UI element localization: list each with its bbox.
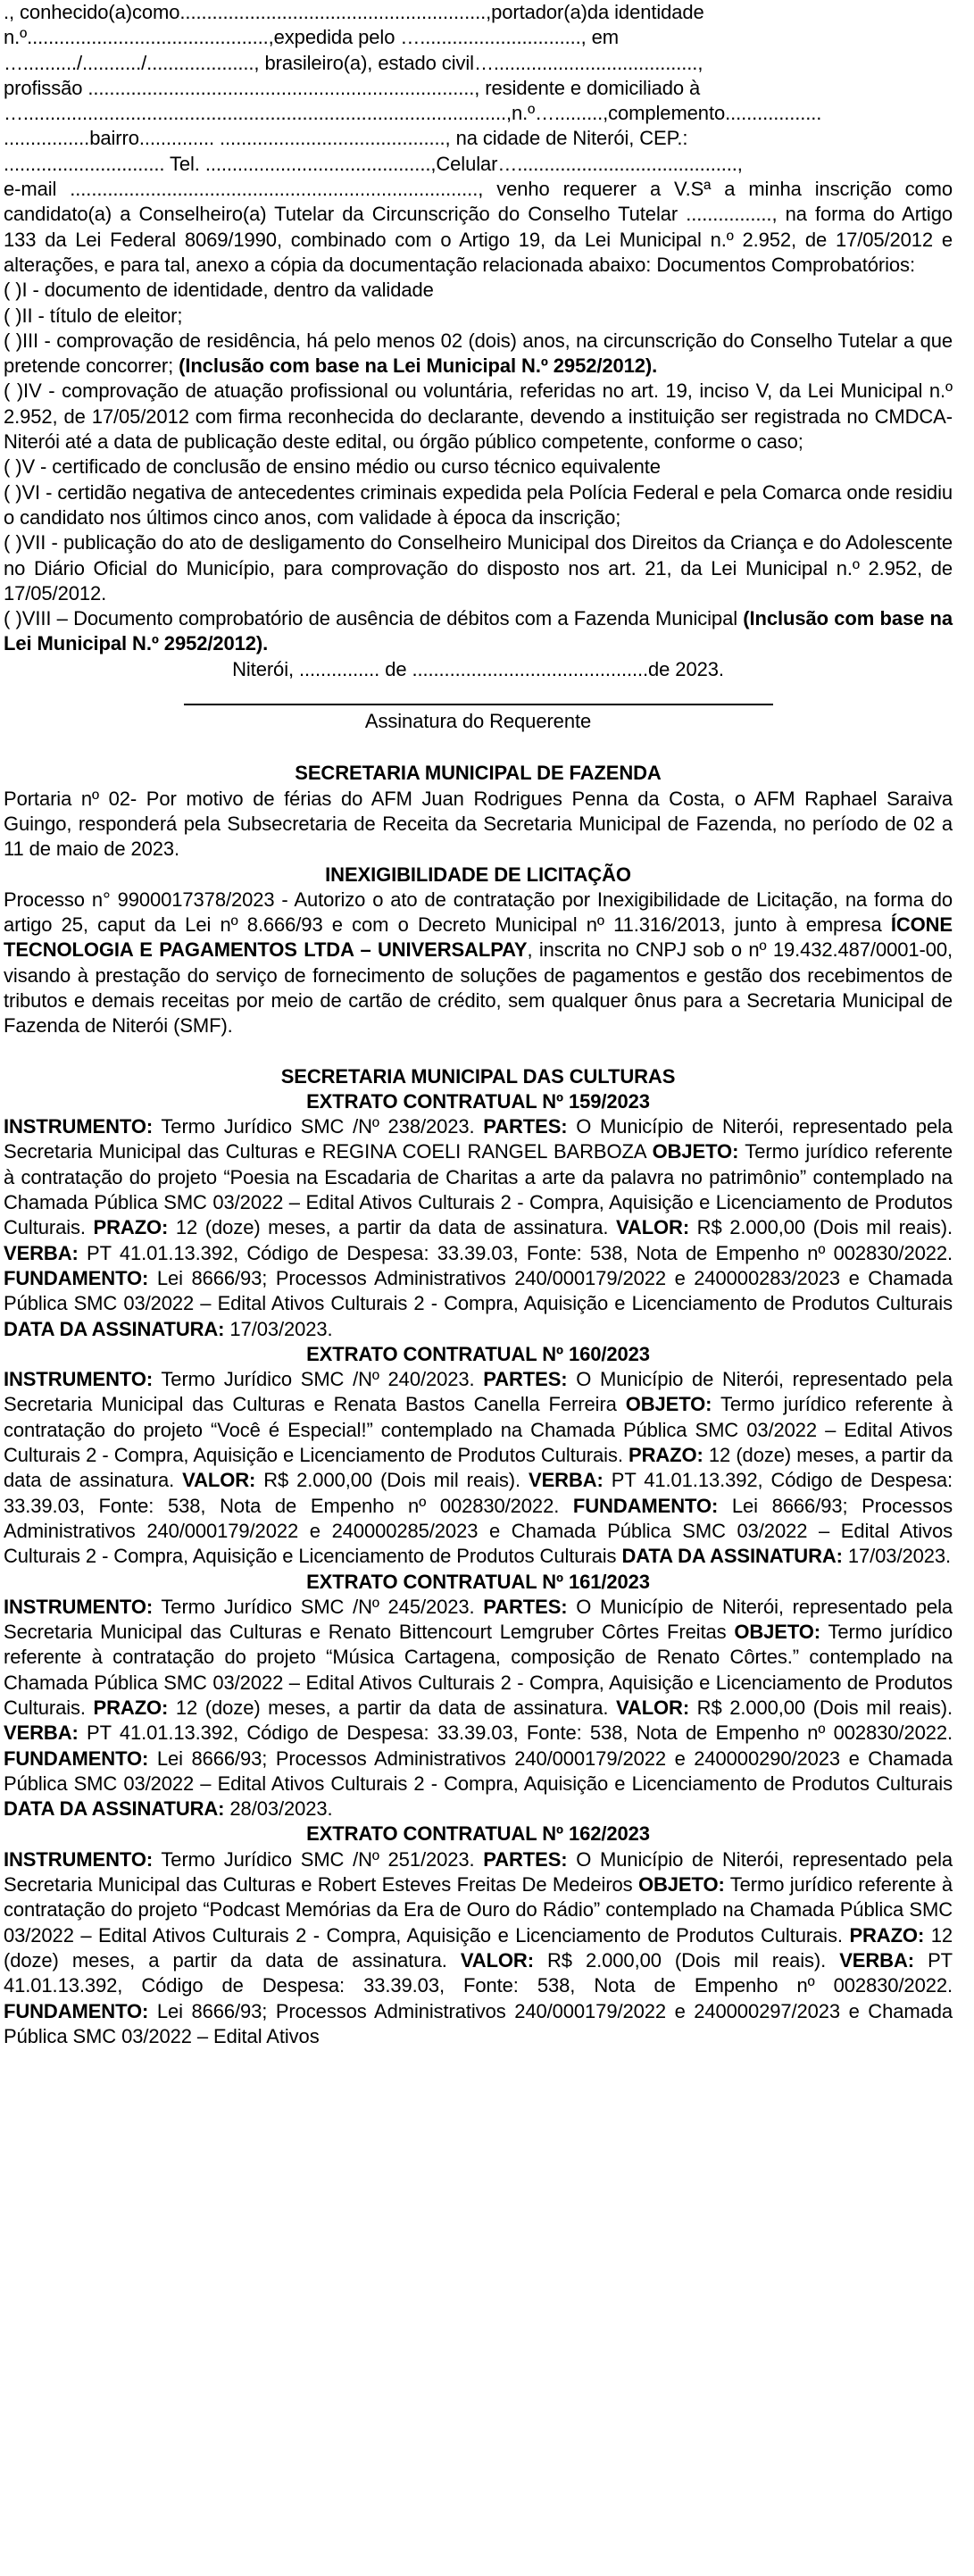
checklist-item-text: ( )I - documento de identidade, dentro da validade (4, 279, 434, 302)
extrato-field-label: VERBA: (529, 1469, 604, 1492)
extrato-field-text: 12 (doze) meses, a partir da data de assinatura. (168, 1696, 616, 1719)
checklist-item (4, 329, 953, 379)
extrato-field-text: Lei 8666/93; Processos Administrativos 240/000179/2022 e 240000290/2023 e Chamada Pública SMC 03/2022 – Edital Ativos Culturais 2 - Compra, Aquisição e Licenciamento de Produtos Culturais (4, 1747, 953, 1795)
checklist-item (4, 606, 953, 657)
extrato-field-label: PRAZO: (93, 1696, 169, 1719)
extrato-field-label: OBJETO: (652, 1140, 739, 1163)
section-heading-culturas: SECRETARIA MUNICIPAL DAS CULTURAS (280, 1064, 676, 1088)
checklist-item (4, 278, 953, 303)
section-heading-fazenda: SECRETARIA MUNICIPAL DE FAZENDA (295, 762, 662, 785)
extrato-field-label: INSTRUMENTO: (4, 1368, 154, 1391)
extrato-field-label: DATA DA ASSINATURA: (4, 1317, 225, 1340)
extrato-field-text: R$ 2.000,00 (Dois mil reais). (533, 1948, 840, 1972)
extrato-field-text: O Município de Niterói, representado pela Secretaria Municipal das Culturas e Robert Esteves Freitas De Medeiros (4, 1847, 953, 1897)
checklist-item-text: ( )VIII – Documento comprobatório de ausência de débitos com a Fazenda Municipal (4, 607, 744, 630)
extratos-list (4, 1089, 953, 2049)
form-line: ................bairro.............. .........................................., na cidade de Niterói, CEP.: (4, 127, 688, 150)
portaria-paragraph: Portaria nº 02- Por motivo de férias do AFM Juan Rodrigues Penna da Costa, o AFM Raphael Saraiva Guingo, responderá pela Subsecretaria de Receita da Secretaria Municipal de Fazenda, no período de 02 a 11 de maio de 2023. (4, 787, 953, 861)
extrato-field-label: PRAZO: (849, 1923, 925, 1947)
company-name: ÍCONE TECNOLOGIA E PAGAMENTOS LTDA – UNIVERSALPAY (4, 913, 953, 962)
extrato-field-text: Termo jurídico referente à contratação do projeto “Você é Especial!” contemplado na Chamada Pública SMC 03/2022 – Edital Ativos Culturais 2 - Compra, Aquisição e Licenciamento de Produtos Culturais. (4, 1393, 953, 1467)
extrato-field-text: Termo Jurídico SMC /Nº 240/2023. (153, 1368, 484, 1391)
extrato-field-label: INSTRUMENTO: (4, 1115, 154, 1138)
extrato-field-text: 12 (doze) meses, a partir da data de assinatura. (4, 1923, 953, 1972)
extrato-field-text: 17/03/2023. (842, 1545, 952, 1568)
extrato-field-text: 28/03/2023. (224, 1797, 333, 1821)
extrato-field-label: DATA DA ASSINATURA: (621, 1545, 843, 1568)
checklist-item-text: ( )VII - publicação do ato de desligamento do Conselheiro Municipal dos Direitos da Criança e do Adolescente no Diário Oficial do Município, para comprovação do disposto nos art. 21, da Lei Municipal n.º 2.952, de 17/05/2012. (4, 531, 953, 604)
extrato-field-label: OBJETO: (625, 1393, 712, 1416)
form-line: ., conhecido(a)como.........................................................,portador(a)da identidade (4, 1, 704, 23)
checklist-item-note: (Inclusão com base na Lei Municipal N.º 2952/2012). (179, 354, 658, 378)
checklist-item (4, 454, 953, 479)
signature-label: Assinatura do Requerente (364, 710, 592, 733)
checklist-item (4, 480, 953, 531)
extrato-field-text: PT 41.01.13.392, Código de Despesa: 33.39.03, Fonte: 538, Nota de Empenho nº 002830/2022. (4, 1948, 953, 1997)
extrato-field-text: 17/03/2023. (224, 1317, 333, 1340)
checklist-item-text: ( )V - certificado de conclusão de ensino médio ou curso técnico equivalente (4, 455, 661, 479)
checklist-item (4, 304, 953, 329)
form-line: profissão ........................................................................, residente e domiciliado à (4, 76, 701, 99)
extrato-field-text: Termo Jurídico SMC /Nº 238/2023. (153, 1115, 484, 1138)
extrato-title: EXTRATO CONTRATUAL Nº 161/2023 (306, 1570, 650, 1593)
extrato-field-text: Lei 8666/93; Processos Administrativos 240/000179/2022 e 240000285/2023 e Chamada Pública SMC 03/2022 – Edital Ativos Culturais 2 - Compra, Aquisição e Licenciamento de Produtos Culturais (4, 1494, 953, 1568)
extrato-field-text: O Município de Niterói, representado pela Secretaria Municipal das Culturas e Renato Bittencourt Lemgruber Côrtes Freitas (4, 1595, 953, 1644)
extrato-field-label: VERBA: (839, 1948, 914, 1972)
extrato-field-label: DATA DA ASSINATURA: (4, 1797, 225, 1821)
extrato-field-label: FUNDAMENTO: (4, 1747, 149, 1770)
signature-line (184, 704, 773, 705)
extrato-field-label: PRAZO: (629, 1444, 703, 1467)
extrato-field-text: R$ 2.000,00 (Dois mil reais). (255, 1469, 529, 1492)
extrato-field-text: PT 41.01.13.392, Código de Despesa: 33.39.03, Fonte: 538, Nota de Empenho nº 002830/2022. (78, 1722, 953, 1745)
extrato-field-text: O Município de Niterói, representado pela Secretaria Municipal das Culturas e Renata Bastos Canella Ferreira (4, 1368, 953, 1416)
extrato-field-text: 12 (doze) meses, a partir da data de assinatura. (4, 1444, 953, 1492)
request-paragraph: e-mail ............................................................................, venho requerer a V.Sª a minha inscrição como candidato(a) a Conselheiro(a) Tutelar da Circunscrição do Conselho Tutelar ................, na forma do Artigo 133 da Lei Federal 8069/1990, combinado com o Artigo 19, da Lei Municipal n.º 2.952, de 17/05/2012 e alterações, e para tal, anexo a cópia da documentação relacionada abaixo: Documentos Comprobatórios: (4, 178, 953, 276)
extrato-field-label: PARTES: (483, 1368, 568, 1391)
checklist-item-text: ( )III - comprovação de residência, há pelo menos 02 (dois) anos, na circunscrição do Conselho Tutelar a que pretende concorrer; (4, 329, 953, 378)
document-checklist (4, 278, 953, 656)
extrato-field-label: PARTES: (483, 1595, 568, 1618)
inexigibilidade-heading: INEXIGIBILIDADE DE LICITAÇÃO (325, 863, 631, 886)
extrato-field-label: FUNDAMENTO: (572, 1494, 719, 1517)
extrato-field-label: FUNDAMENTO: (4, 1999, 149, 2022)
extrato-field-text: Lei 8666/93; Processos Administrativos 240/000179/2022 e 240000297/2023 e Chamada Pública SMC 03/2022 – Edital Ativos (4, 1999, 953, 2047)
extrato-field-text: Termo Jurídico SMC /Nº 251/2023. (153, 1847, 484, 1871)
extrato-field-label: PRAZO: (93, 1216, 169, 1239)
extrato-field-text: O Município de Niterói, representado pela Secretaria Municipal das Culturas e REGINA COELI RANGEL BARBOZA (4, 1115, 953, 1163)
form-intro (4, 0, 953, 177)
extrato-field-text: Termo jurídico referente à contratação do projeto “Poesia na Escadaria de Charitas a arte da palavra no patrimônio” contemplado na Chamada Pública SMC 03/2022 – Edital Ativos Culturais 2 - Compra, Aquisição e Licenciamento de Produtos Culturais. (4, 1140, 953, 1239)
inexigibilidade-text-cont: , inscrita no CNPJ sob o nº 19.432.487/0001-00, visando à prestação do serviço de fornecimento de soluções de pagamentos e gestão dos recebimentos de tributos e demais receitas por meio de cartão de crédito, sem qualquer ônus para a Secretaria Municipal de Fazenda de Niterói (SMF). (4, 938, 953, 1038)
extrato-field-text: PT 41.01.13.392, Código de Despesa: 33.39.03, Fonte: 538, Nota de Empenho nº 002830/2022. (78, 1241, 953, 1264)
extrato-field-text: Termo jurídico referente à contratação do projeto “Podcast Memórias da Era de Ouro do Rádio” contemplado na Chamada Pública SMC 03/2022 – Edital Ativos Culturais 2 - Compra, Aquisição e Licenciamento de Produtos Culturais. (4, 1873, 953, 1947)
extrato-title: EXTRATO CONTRATUAL Nº 162/2023 (306, 1822, 650, 1846)
extrato-field-label: OBJETO: (638, 1873, 725, 1897)
extrato-field-text: Termo Jurídico SMC /Nº 245/2023. (153, 1595, 484, 1618)
extrato-field-label: VALOR: (182, 1469, 256, 1492)
extrato-field-text: PT 41.01.13.392, Código de Despesa: 33.39.03, Fonte: 538, Nota de Empenho nº 002830/2022. (4, 1469, 953, 1517)
form-line: .............................. Tel. ..........................................,Celular…........................................., (4, 152, 743, 175)
extrato-field-text: R$ 2.000,00 (Dois mil reais). (689, 1216, 953, 1239)
extrato-field-label: INSTRUMENTO: (4, 1595, 154, 1618)
inexigibilidade-text: Processo n° 9900017378/2023 - Autorizo o ato de contratação por Inexigibilidade de Licitação, na forma do artigo 25, caput da Lei nº 8.666/93 e com o Decreto Municipal nº 11.316/2013, junto à empresa (4, 888, 953, 937)
inexigibilidade-paragraph (4, 888, 953, 1039)
document-page (4, 0, 953, 2049)
extrato-field-label: FUNDAMENTO: (4, 1266, 149, 1289)
extrato-title: EXTRATO CONTRATUAL Nº 159/2023 (306, 1089, 650, 1113)
spacer (4, 734, 953, 761)
extrato-field-text: Lei 8666/93; Processos Administrativos 240/000179/2022 e 240000283/2023 e Chamada Pública SMC 03/2022 – Edital Ativos Culturais 2 - Compra, Aquisição e Licenciamento de Produtos Culturais (4, 1266, 953, 1315)
extrato-body (4, 1847, 953, 2049)
extrato-field-label: INSTRUMENTO: (4, 1847, 154, 1871)
extrato-title: EXTRATO CONTRATUAL Nº 160/2023 (306, 1342, 650, 1365)
checklist-item-note: (Inclusão com base na Lei Municipal N.º 2952/2012). (4, 607, 953, 655)
extrato-body (4, 1367, 953, 1569)
checklist-item-text: ( )VI - certidão negativa de antecedentes criminais expedida pela Polícia Federal e pela Comarca onde residiu o candidato nos últimos cinco anos, com validade à época da inscrição; (4, 480, 953, 529)
form-line: n.º.............................................,expedida pelo ….............................., em (4, 26, 620, 49)
form-line: …..........................................................................................,n.º….........,complemento.................. (4, 102, 822, 125)
extrato-body (4, 1114, 953, 1342)
extrato-field-label: VALOR: (460, 1948, 534, 1972)
checklist-item (4, 379, 953, 454)
extrato-field-label: VALOR: (615, 1696, 690, 1719)
checklist-item-text: ( )II - título de eleitor; (4, 304, 183, 327)
extrato-field-label: VERBA: (4, 1722, 79, 1745)
extrato-field-label: VALOR: (615, 1216, 690, 1239)
extrato-field-text: R$ 2.000,00 (Dois mil reais). (689, 1696, 953, 1719)
extrato-field-label: VERBA: (4, 1241, 79, 1264)
extrato-field-label: PARTES: (483, 1847, 568, 1871)
extrato-field-text: Termo jurídico referente à contratação do projeto “Música Cartagena, composição de Renato Côrtes.” contemplado na Chamada Pública SMC 03/2022 – Edital Ativos Culturais 2 - Compra, Aquisição e Licenciamento de Produtos Culturais. (4, 1621, 953, 1719)
spacer (4, 1039, 953, 1064)
form-line: …........../.........../...................., brasileiro(a), estado civil…......................................, (4, 51, 703, 74)
extrato-field-label: PARTES: (483, 1115, 568, 1138)
extrato-field-label: OBJETO: (734, 1621, 821, 1644)
extrato-field-text: 12 (doze) meses, a partir da data de assinatura. (168, 1216, 616, 1239)
checklist-item (4, 530, 953, 606)
checklist-item-text: ( )IV - comprovação de atuação profissional ou voluntária, referidas no art. 19, inciso V, da Lei Municipal n.º 2.952, de 17/05/2012 com firma reconhecida do declarante, devendo a instituição ser registrada no CMDCA-Niterói até a data de publicação deste edital, ou órgão público competente, conforme o caso; (4, 379, 953, 454)
date-line: Niterói, ............... de ............................................de 2023. (232, 657, 724, 680)
extrato-body (4, 1595, 953, 1822)
